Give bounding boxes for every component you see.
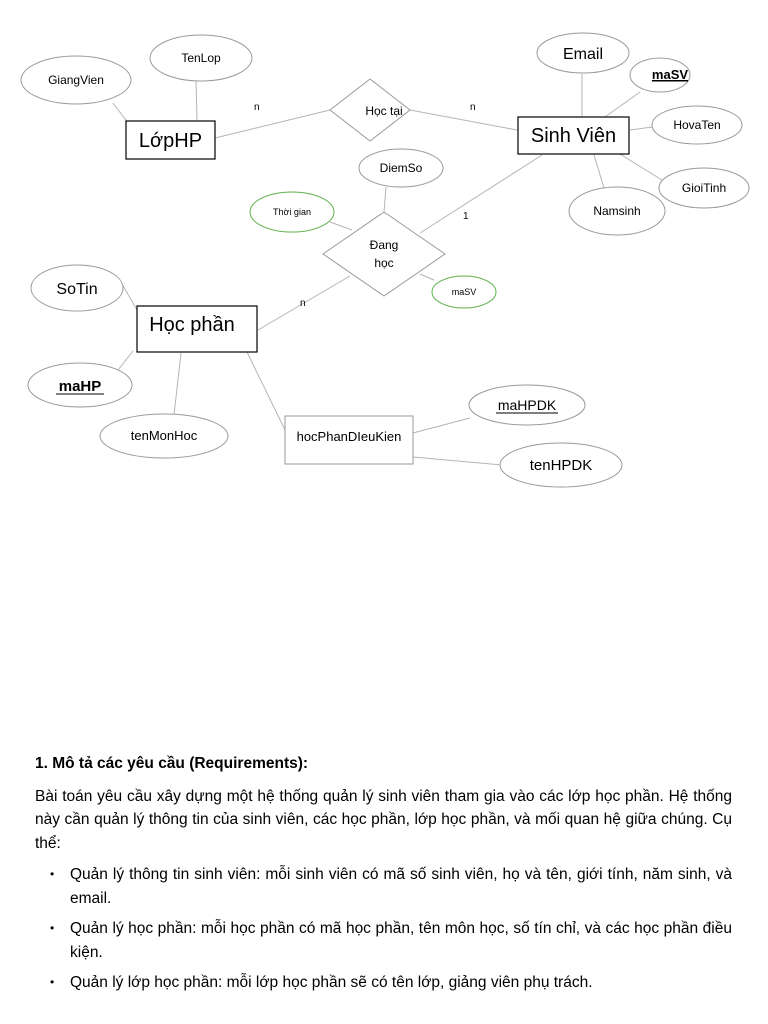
relationship-danghoc bbox=[323, 212, 445, 296]
list-item: • Quản lý học phần: mỗi học phần có mã học phần, tên môn học, số tín chỉ, và các học phần điều kiện. bbox=[70, 917, 732, 964]
requirements-section bbox=[35, 752, 732, 1002]
svg-text:tenMonHoc: tenMonHoc bbox=[130, 428, 198, 443]
attribute-masv-key bbox=[630, 58, 690, 92]
entity-hocphan bbox=[137, 306, 257, 352]
svg-text:SoTin: SoTin bbox=[56, 281, 98, 298]
svg-text:maSV: maSV bbox=[651, 67, 689, 82]
attribute-giangvien bbox=[21, 56, 131, 104]
bullet-icon: • bbox=[50, 975, 55, 989]
svg-text:hocPhanDIeuKien: hocPhanDIeuKien bbox=[296, 429, 402, 444]
svg-text:Học phần: Học phần bbox=[149, 314, 235, 336]
svg-text:Đang: Đang bbox=[369, 238, 399, 252]
svg-text:tenHPDK: tenHPDK bbox=[529, 457, 593, 474]
attribute-mahpdk-key bbox=[469, 385, 585, 425]
svg-text:Sinh Viên: Sinh Viên bbox=[530, 125, 617, 147]
svg-text:Email: Email bbox=[562, 46, 604, 63]
section-heading: 1. Mô tả các yêu cầu (Requirements): bbox=[35, 755, 309, 772]
cardinality-sinhvien-danghoc: 1 bbox=[463, 211, 469, 222]
relationship-hoctai bbox=[330, 79, 410, 141]
attribute-sotin bbox=[31, 265, 123, 311]
cardinality-hocphan-danghoc: n bbox=[300, 298, 306, 309]
attribute-namsinh bbox=[569, 187, 665, 235]
svg-text:Học tại: Học tại bbox=[365, 104, 403, 118]
svg-text:HovaTen: HovaTen bbox=[673, 118, 721, 132]
svg-text:Namsinh: Namsinh bbox=[593, 204, 641, 218]
attribute-tenlop bbox=[150, 35, 252, 81]
svg-text:maSV: maSV bbox=[451, 287, 477, 297]
attribute-masv-relationship bbox=[432, 276, 496, 308]
attribute-mahp-key bbox=[28, 363, 132, 407]
svg-text:học: học bbox=[374, 256, 394, 270]
attribute-tenhpdk bbox=[500, 443, 622, 487]
svg-text:GiangVien: GiangVien bbox=[48, 73, 104, 87]
svg-text:DiemSo: DiemSo bbox=[379, 161, 423, 175]
attribute-diemso bbox=[359, 149, 443, 187]
entity-sinhvien bbox=[518, 117, 629, 154]
list-item: • Quản lý thông tin sinh viên: mỗi sinh viên có mã số sinh viên, họ và tên, giới tính, năm sinh, và email. bbox=[70, 863, 732, 910]
cardinality-hoctai-sinhvien: n bbox=[470, 102, 476, 113]
requirements-list bbox=[35, 863, 732, 995]
entity-hocphandieukien bbox=[285, 416, 413, 464]
entity-lophp bbox=[126, 121, 215, 159]
attribute-email bbox=[537, 33, 629, 73]
intro-paragraph: Bài toán yêu cầu xây dựng một hệ thống quản lý sinh viên tham gia vào các lớp học phần. Hệ thống này cần quản lý thông tin của sinh viên, các học phần, lớp học phần, và mối quan hệ giữa chúng. Cụ thể: bbox=[35, 787, 732, 852]
attribute-hovaten bbox=[652, 106, 742, 144]
attribute-gioitinh bbox=[659, 168, 749, 208]
svg-text:LớpHP: LớpHP bbox=[138, 130, 203, 152]
svg-text:Thời gian: Thời gian bbox=[273, 207, 311, 217]
er-diagram bbox=[0, 0, 768, 500]
bullet-icon: • bbox=[50, 921, 55, 935]
attribute-thoigian bbox=[250, 192, 334, 232]
attribute-tenmonhoc bbox=[100, 414, 228, 458]
cardinality-lophp-hoctai: n bbox=[254, 102, 260, 113]
svg-text:maHP: maHP bbox=[58, 378, 102, 395]
svg-text:GioiTinh: GioiTinh bbox=[681, 181, 727, 195]
bullet-icon: • bbox=[50, 867, 55, 881]
list-item: • Quản lý lớp học phần: mỗi lớp học phần sẽ có tên lớp, giảng viên phụ trách. bbox=[70, 971, 732, 995]
svg-text:maHPDK: maHPDK bbox=[497, 397, 557, 413]
svg-text:TenLop: TenLop bbox=[181, 51, 221, 65]
